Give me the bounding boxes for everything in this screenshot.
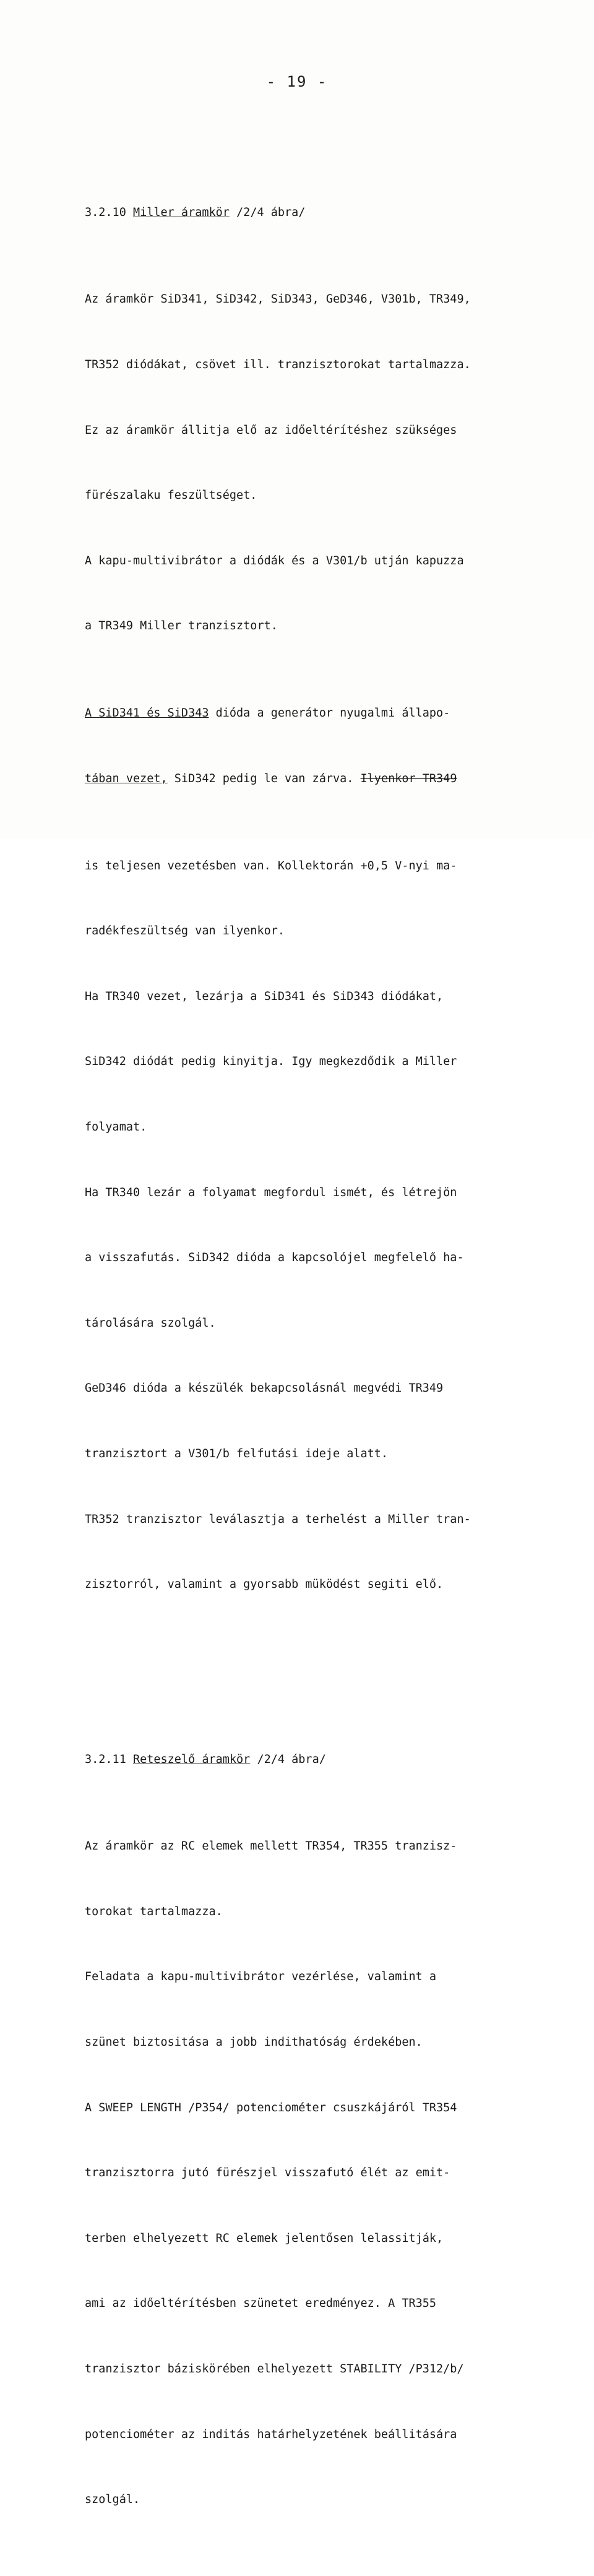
paragraph-line: szolgál. — [85, 2493, 140, 2507]
struck-text: Ilyenkor TR349 — [360, 772, 457, 785]
paragraph-line: Feladata a kapu-multivibrátor vezérlése, valamint a — [85, 1970, 437, 1984]
section-heading-3-2-10 — [85, 202, 518, 223]
paragraph-line: Ha TR340 lezár a folyamat megfordul ismét, és létrejön — [85, 1186, 457, 1199]
section-gap — [85, 1661, 518, 1683]
paragraph-line: Ha TR340 vezet, lezárja a SiD341 és SiD343 diódákat, — [85, 989, 444, 1003]
paragraph-line: terben elhelyezett RC elemek jelentősen lelassitják, — [85, 2231, 444, 2245]
body-text — [85, 136, 518, 2576]
section-number: 3.2.11 — [85, 1752, 126, 1766]
paragraph-line: potenciométer az inditás határhelyzetének beállitására — [85, 2427, 457, 2441]
paragraph-line: SiD342 diódát pedig kinyitja. Igy megkezdődik a Miller — [85, 1055, 457, 1069]
paragraph-line: TR352 diódákat, csövet ill. tranzisztorokat tartalmazza. — [85, 358, 471, 371]
paragraph-line: tranzisztor báziskörében elhelyezett STABILITY /P312/b/ — [85, 2363, 464, 2376]
paragraph-line: torokat tartalmazza. — [85, 1905, 223, 1918]
paragraph-line: tranzisztort a V301/b felfutási ideje alatt. — [85, 1447, 389, 1460]
section-number: 3.2.10 — [85, 205, 126, 219]
line-text: SiD342 pedig le van zárva. — [167, 772, 361, 785]
section-title: Miller áramkör — [132, 205, 230, 219]
paragraph-line: radékfeszültség van ilyenkor. — [85, 924, 285, 938]
paragraph-line: GeD346 dióda a készülék bekapcsolásnál megvédi TR349 — [85, 1382, 444, 1395]
underlined-text: tában vezet, — [85, 772, 168, 785]
paragraph-line: Az áramkör SiD341, SiD342, SiD343, GeD346, V301b, TR349, — [85, 293, 471, 306]
section-title: Reteszelő áramkör — [132, 1752, 251, 1766]
paragraph-line: tranzisztorra jutó fürészjel visszafutó élét az emit- — [85, 2166, 450, 2180]
paragraph-line: szünet biztositása a jobb indithatóság érdekében. — [85, 2036, 423, 2049]
paragraph-line: Az áramkör az RC elemek mellett TR354, TR355 tranzisz- — [85, 1840, 457, 1853]
paragraph-line: A kapu-multivibrátor a diódák és a V301/b utján kapuzza — [85, 554, 464, 567]
line-text: dióda a generátor nyugalmi állapo- — [209, 707, 450, 720]
paragraph-line — [85, 768, 518, 790]
paragraph-line: zisztorról, valamint a gyorsabb müködést segiti elő. — [85, 1578, 444, 1592]
paragraph-line: is teljesen vezetésben van. Kollektorán +0,5 V-nyi ma- — [85, 859, 457, 872]
section-heading-3-2-11 — [85, 1749, 518, 1770]
paragraph-line: a TR349 Miller tranzisztort. — [85, 619, 278, 633]
figure-reference: /2/4 ábra/ — [257, 1752, 326, 1766]
paragraph-line: ami az időeltérítésben szünetet eredményez. A TR355 — [85, 2297, 437, 2311]
underlined-text: A SiD341 és SiD343 — [85, 707, 209, 720]
figure-reference: /2/4 ábra/ — [236, 205, 306, 219]
paragraph-line: a visszafutás. SiD342 dióda a kapcsolójel megfelelő ha- — [85, 1251, 464, 1265]
paragraph-line: Ez az áramkör állitja elő az időeltérítéshez szükséges — [85, 423, 457, 437]
paragraph-line: tárolására szolgál. — [85, 1316, 216, 1330]
paragraph-line: TR352 tranzisztor leválasztja a terhelést a Miller tran- — [85, 1512, 471, 1526]
paragraph-line: fürészalaku feszültséget. — [85, 489, 257, 502]
paragraph-line: folyamat. — [85, 1120, 147, 1134]
page-number: - 19 - — [266, 73, 328, 90]
paragraph-line: A SWEEP LENGTH /P354/ potenciométer csuszkájáról TR354 — [85, 2101, 457, 2114]
paragraph-line — [85, 702, 518, 724]
